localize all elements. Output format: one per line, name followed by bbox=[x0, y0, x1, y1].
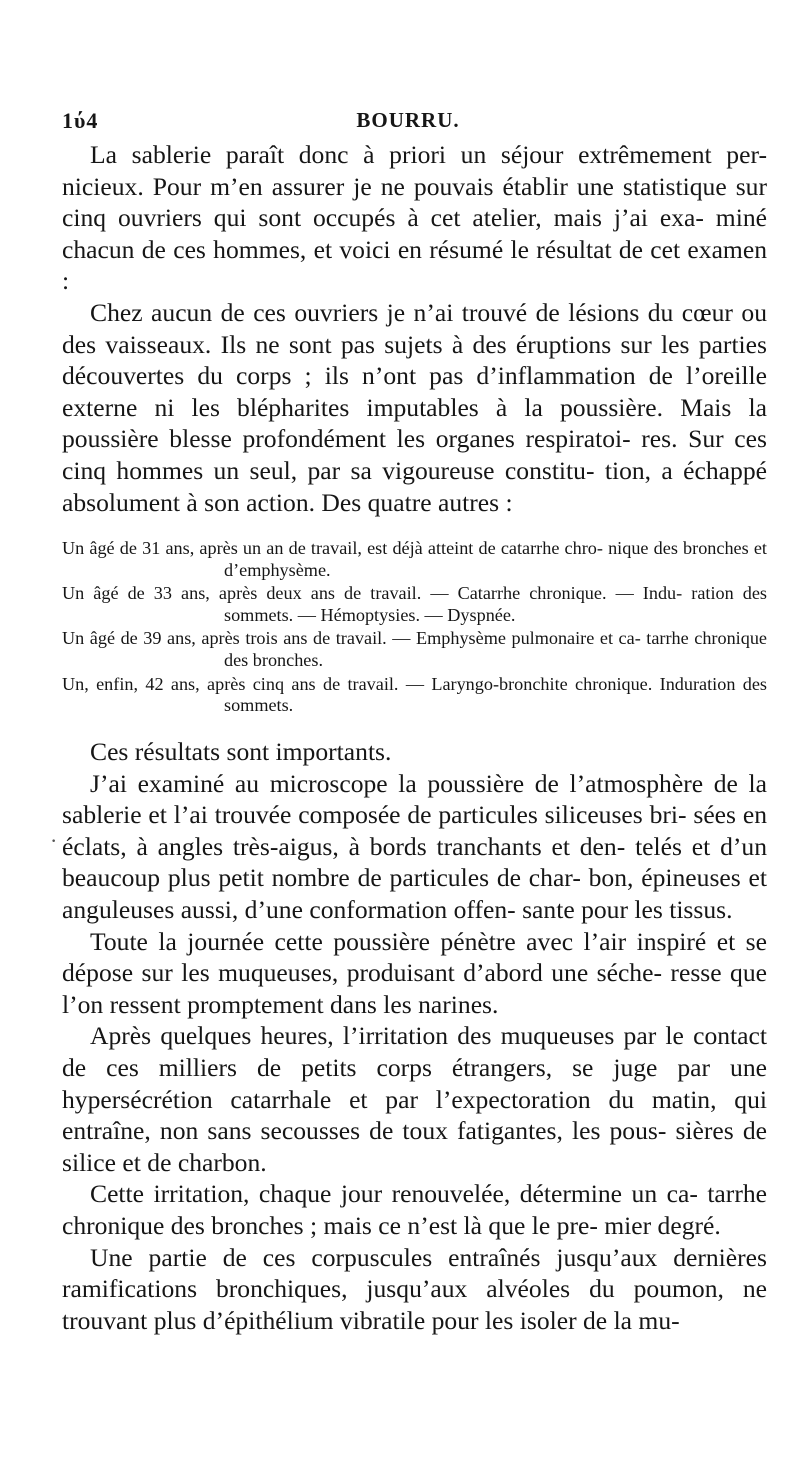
paragraph: Après quelques heures, l’irritation des muqueuses par le contact de ces milliers de petits corps étrangers, se juge par une hypersécrétion catarrhale et par l’expectoration du matin, qui entraîne, non sans secousses de toux fatigantes, les pous- sières de silice et de charbon. bbox=[62, 1021, 767, 1177]
paragraph: Toute la journée cette poussière pénètre avec l’air inspiré et se dépose sur les muqueuses, produisant d’abord une séche- resse que l’on ressent promptement dans les narines. bbox=[62, 926, 767, 1019]
paragraph: La sablerie paraît donc à priori un séjour extrêmement per- nicieux. Pour m’en assurer je ne pouvais établir une statistique sur cinq ouvriers qui sont occupés à cet atelier, mais j’ai exa- miné chacun de ces hommes, et voici en résumé le résultat de cet examen : bbox=[62, 140, 767, 296]
case-list bbox=[62, 538, 767, 719]
running-title: BOURRU. bbox=[356, 108, 460, 132]
paragraph: Chez aucun de ces ouvriers je n’ai trouvé de lésions du cœur ou des vaisseaux. Ils ne sont pas sujets à des éruptions sur les parties découvertes du corps ; ils n’ont pas d’inflammation de l’oreille externe ni les blépharites imputables à la poussière. Mais la poussière blesse profondément les organes respiratoi- res. Sur ces cinq hommes un seul, par sa vigoureuse constitu- tion, a échappé absolument à son action. Des quatre autres : bbox=[62, 297, 767, 517]
body-text-bottom bbox=[62, 736, 767, 1336]
paragraph: Une partie de ces corpuscules entraînés jusqu’aux dernières ramifications bronchiques, jusqu’aux alvéoles du poumon, ne trouvant plus d’épithélium vibratile pour les isoler de la mu- bbox=[62, 1242, 767, 1335]
page-number: 1ύ4 bbox=[62, 108, 99, 133]
case-item: Un âgé de 39 ans, après trois ans de travail. — Emphysème pulmonaire et ca- tarrhe chronique des bronches. bbox=[62, 628, 767, 670]
case-item: Un âgé de 33 ans, après deux ans de travail. — Catarrhe chronique. — Indu- ration des sommets. — Hémoptysies. — Dyspnée. bbox=[62, 583, 767, 625]
margin-mark: · bbox=[50, 828, 58, 853]
paragraph: Ces résultats sont importants. bbox=[90, 737, 392, 766]
paragraph: J’ai examiné au microscope la poussière de l’atmosphère de la sablerie et l’ai trouvée composée de particules siliceuses bri- sées en éclats, à angles très-aigus, à bords tranchants et den- telés et d’un beaucoup plus petit nombre de particules de char- bon, épineuses et anguleuses aussi, d’une conformation offen- sante pour les tissus. bbox=[62, 768, 767, 924]
paragraph: Cette irritation, chaque jour renouvelée, détermine un ca- tarrhe chronique des bronches ; mais ce n’est là que le pre- mier degré. bbox=[62, 1179, 767, 1240]
body-text-top bbox=[62, 139, 767, 518]
page-header bbox=[62, 108, 754, 134]
case-item: Un, enfin, 42 ans, après cinq ans de travail. — Laryngo-bronchite chronique. Induration des sommets. bbox=[62, 673, 767, 716]
case-item: Un âgé de 31 ans, après un an de travail, est déjà atteint de catarrhe chro- nique des bronches et d’emphysème. bbox=[62, 538, 767, 580]
